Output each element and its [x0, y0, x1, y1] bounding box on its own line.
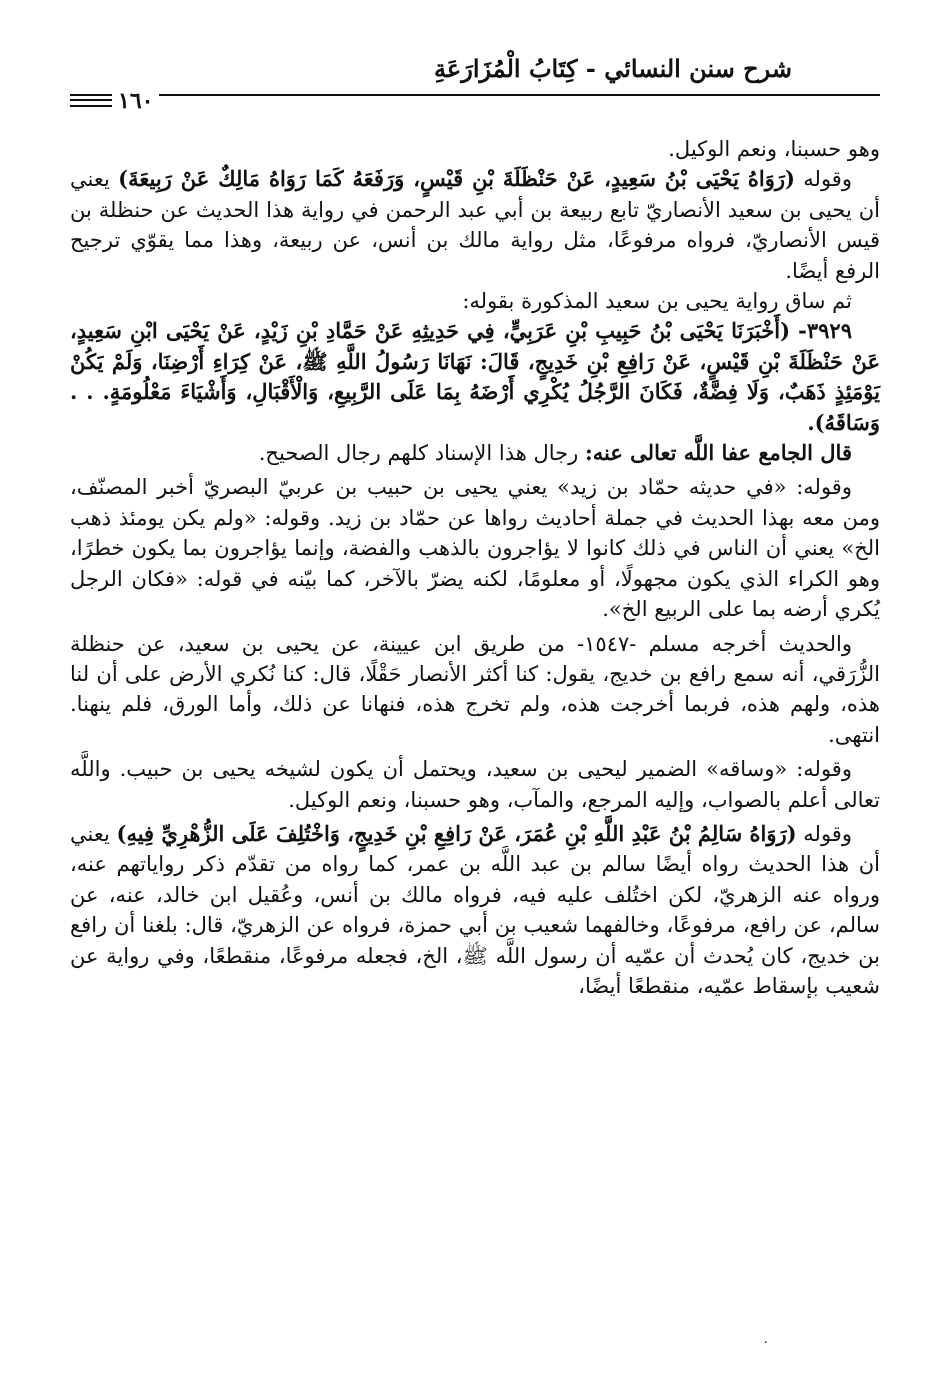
page-header	[70, 50, 880, 116]
compiler-heading: قال الجامع عفا اللَّه تعالى عنه:	[584, 440, 852, 466]
body-text	[70, 134, 880, 1001]
quoted-text: (رَوَاهُ يَحْيَى بْنُ سَعِيدٍ، عَنْ حَنْظَلَةَ بْنِ قَيْسٍ، وَرَفَعَهُ كَمَا رَوَاهُ مَالِكٌ عَنْ رَبِيعَةَ)	[118, 166, 795, 192]
hadith-text: ٣٩٢٩- (أَخْبَرَنَا يَحْيَى بْنُ حَبِيبِ بْنِ عَرَبِيٍّ، فِي حَدِيثِهِ عَنْ حَمَّادِ بْنِ زَيْدٍ، عَنْ يَحْيَى ابْنِ سَعِيدٍ، عَنْ حَنْظَلَةَ بْنِ قَيْسٍ، عَنْ رَافِعِ بْنِ خَدِيجٍ، قَالَ: نَهَانَا رَسُولُ اللَّهِ ﷺ، عَنْ كِرَاءِ أَرْضِنَا، وَلَمْ يَكُنْ يَوْمَئِذٍ ذَهَبٌ، وَلَا فِضَّةٌ، فَكَانَ الرَّجُلُ يُكْرِي أَرْضَهُ بِمَا عَلَى الرَّبِيعِ، وَالْأَقْبَالِ، وَأَشْيَاءَ مَعْلُومَةٍ. . . وَسَاقَهُ).	[70, 318, 880, 435]
paragraph-text: وقوله: «في حديثه حمّاد بن زيد» يعني يحيى بن حبيب بن عربيّ البصريّ أخبر المصنّف، ومن معه بهذا الحديث في جملة أحاديث رواها عن حمّاد بن زيد. وقوله: «ولم يكن يومئذ ذهب الخ» يعني أن الناس في ذلك كانوا لا يؤاجرون بالذهب والفضة، وإنما يؤاجرون بما يكون خطرًا، وهو الكراء الذي يكون مجهولًا، أو معلومًا، لكنه يضرّ بالآخر، كما بيّنه في قوله: «فكان الرجل يُكري أرضه بما على الربيع الخ».	[70, 475, 880, 622]
paragraph	[70, 629, 880, 751]
paragraph	[70, 754, 880, 815]
quoted-text: (رَوَاهُ سَالِمُ بْنُ عَبْدِ اللَّهِ بْنِ عُمَرَ، عَنْ رَافِعِ بْنِ خَدِيجٍ، وَاخْتُلِفَ عَلَى الزُّهْرِيِّ فِيهِ)	[116, 820, 797, 846]
paragraph	[70, 134, 880, 164]
paragraph	[70, 819, 880, 1001]
paragraph	[70, 438, 880, 468]
paragraph-text: يعني أن هذا الحديث رواه أيضًا سالم بن عبد اللَّه بن عمر، كما رواه من تقدّم ذكر رواياتهم عنه، ورواه عنه الزهريّ، لكن اختُلف عليه فيه، فرواه مالك بن أنس، وعُقيل ابن خالد، عنه، عن سالم، عن رافع، مرفوعًا، وخالفهما شعيب بن أبي حمزة، فرواه عن الزهريّ، قال: بلغنا أن رافع بن خديج، كان يُحدث أن عمّيه أن رسول اللَّه ﷺ، الخ، فجعله مرفوعًا، منقطعًا، وفي رواية عن شعيب بإسقاط عمّيه، منقطعًا أيضًا،	[70, 821, 880, 998]
paragraph-text: وهو حسبنا، ونعم الوكيل.	[668, 137, 880, 161]
paragraph	[70, 472, 880, 624]
paragraph-lead: وقوله	[803, 167, 852, 192]
footer-mark: ٠	[762, 1334, 770, 1350]
page-number: ١٦٠	[112, 88, 159, 114]
running-title: شرح سنن النسائي - كِتَابُ الْمُزَارَعَةِ	[434, 54, 792, 83]
document-page	[70, 50, 880, 1350]
hadith-paragraph	[70, 316, 880, 438]
header-double-rule	[70, 99, 112, 107]
paragraph	[70, 286, 880, 316]
paragraph	[70, 164, 880, 286]
paragraph-text: رجال هذا الإسناد كلهم رجال الصحيح.	[258, 441, 579, 466]
paragraph-text: والحديث أخرجه مسلم -١٥٤٧- من طريق ابن عيينة، عن يحيى بن سعيد، عن حنظلة الزُّرَقي، أنه سمع رافع بن خديج، يقول: كنا أكثر الأنصار حَقْلًا، قال: كنا نُكري الأرض على أن لنا هذه، ولهم هذه، فربما أخرجت هذه، ولم تخرج هذه، فنهانا عن ذلك، وأما الورق، فلم ينهنا. انتهى.	[70, 631, 880, 747]
header-rule	[70, 94, 880, 96]
paragraph-lead: وقوله	[803, 821, 852, 846]
paragraph-text: وقوله: «وساقه» الضمير ليحيى بن سعيد، ويحتمل أن يكون لشيخه يحيى بن حبيب. واللَّه تعالى أعلم بالصواب، وإليه المرجع، والمآب، وهو حسبنا، ونعم الوكيل.	[70, 757, 880, 812]
paragraph-text: يعني أن يحيى بن سعيد الأنصاريّ تابع ربيعة بن أبي عبد الرحمن في رواية هذا الحديث عن حنظلة بن قيس الأنصاريّ، فرواه مرفوعًا، مثل رواية مالك بن أنس، عن ربيعة، وهذا مما يقوّي ترجيح الرفع أيضًا.	[70, 167, 880, 283]
paragraph-text: ثم ساق رواية يحيى بن سعيد المذكورة بقوله:	[462, 289, 852, 314]
